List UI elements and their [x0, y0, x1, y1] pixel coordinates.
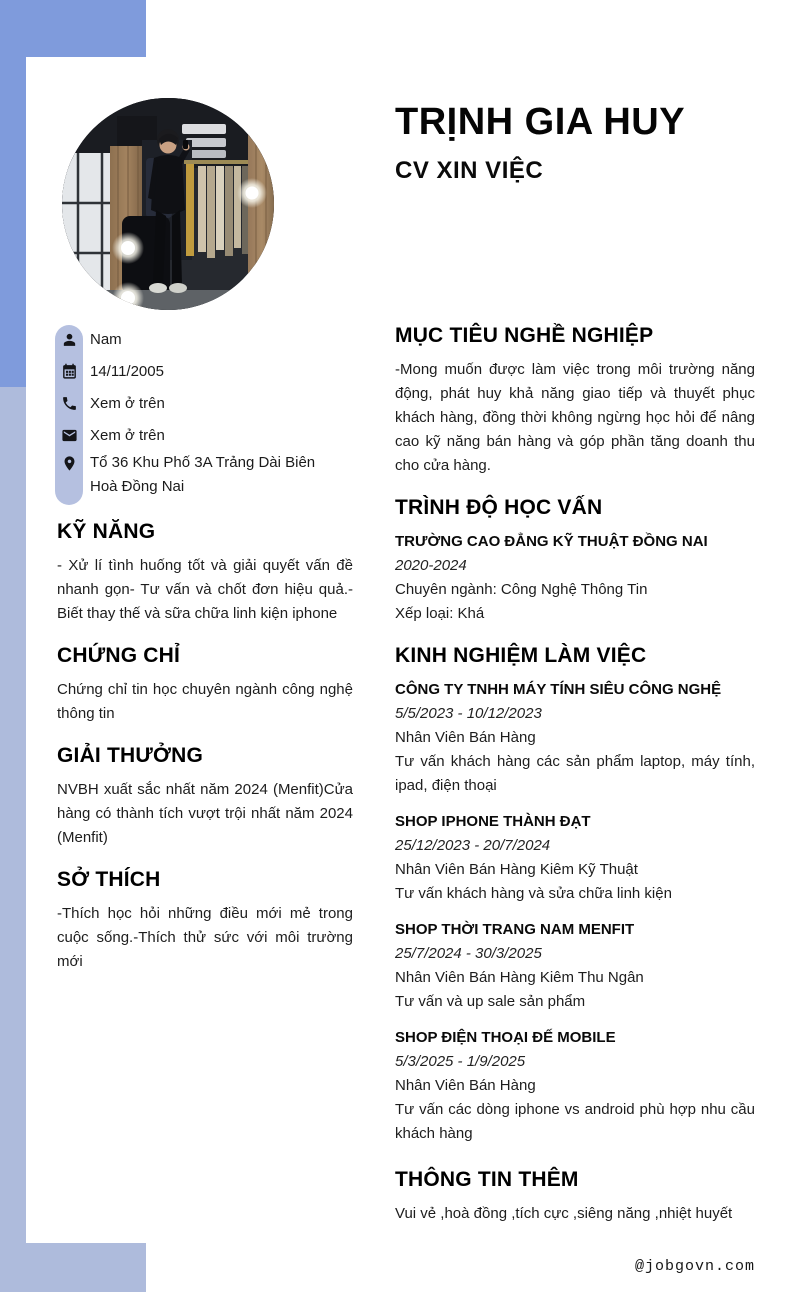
- job-period: 5/3/2025 - 1/9/2025: [395, 1053, 526, 1070]
- job-role: Nhân Viên Bán Hàng: [395, 1077, 536, 1094]
- hobbies-text: -Thích học hỏi những điều mới mẻ trong cuộc sống.-Thích thử sức với môi trường mới: [57, 905, 353, 970]
- section-title-skills: KỸ NĂNG: [57, 520, 156, 543]
- watermark: @jobgovn.com: [634, 1258, 755, 1275]
- gender-value: Nam: [90, 330, 122, 348]
- education-period: 2020-2024: [395, 557, 467, 574]
- calendar-icon: [60, 362, 78, 380]
- section-title-hobbies: SỞ THÍCH: [57, 868, 161, 891]
- bottom-left-accent-block: [0, 1243, 146, 1292]
- education-major: Chuyên ngành: Công Nghệ Thông Tin: [395, 581, 648, 598]
- page-title: TRỊNH GIA HUY: [395, 101, 686, 143]
- objective-text: -Mong muốn được làm việc trong môi trường năng động, phát huy khả năng giao tiếp và thuyết phục khách hàng, đồng thời không ngừng học hỏi để nâng cao kỹ năng bán hàng và góp phần tăng doanh thu cho cửa hàng.: [395, 361, 755, 474]
- skills-text: - Xử lí tình huống tốt và giải quyết vấn đề nhanh gọn- Tư vấn và chốt đơn hiệu quả.- Biết thay thế và sữa chữa linh kiện iphone: [57, 557, 353, 622]
- profile-photo: [62, 98, 274, 310]
- location-icon: [60, 454, 78, 472]
- job-role: Nhân Viên Bán Hàng Kiêm Kỹ Thuật: [395, 861, 638, 878]
- certificates-text: Chứng chỉ tin học chuyên ngành công nghệ thông tin: [57, 681, 353, 722]
- job-role: Nhân Viên Bán Hàng: [395, 729, 536, 746]
- company-name: SHOP THỜI TRANG NAM MENFIT: [395, 921, 635, 938]
- left-column: [57, 518, 353, 974]
- cv-subtitle: CV XIN VIỆC: [395, 157, 544, 184]
- phone-icon: [60, 394, 78, 412]
- company-name: CÔNG TY TNHH MÁY TÍNH SIÊU CÔNG NGHỆ: [395, 681, 722, 698]
- education-entry: [395, 530, 755, 626]
- job-entry: [395, 1026, 755, 1146]
- job-period: 5/5/2023 - 10/12/2023: [395, 705, 542, 722]
- email-value: Xem ở trên: [90, 426, 165, 444]
- section-title-awards: GIẢI THƯỞNG: [57, 744, 204, 767]
- phone-value: Xem ở trên: [90, 394, 165, 412]
- right-column: [395, 322, 755, 1226]
- section-title-certificates: CHỨNG CHỈ: [57, 644, 181, 667]
- job-description: Tư vấn các dòng iphone vs android phù hợp nhu cầu khách hàng: [395, 1101, 755, 1142]
- section-title-objective: MỤC TIÊU NGHỀ NGHIỆP: [395, 324, 654, 347]
- job-role: Nhân Viên Bán Hàng Kiêm Thu Ngân: [395, 969, 644, 986]
- additional-text: Vui vẻ ,hoà đồng ,tích cực ,siêng năng ,nhiệt huyết: [395, 1205, 733, 1222]
- birthdate-value: 14/11/2005: [90, 362, 164, 380]
- job-entry: [395, 678, 755, 798]
- job-period: 25/12/2023 - 20/7/2024: [395, 837, 551, 854]
- person-icon: [60, 330, 78, 348]
- left-accent-bar-lower: [0, 387, 26, 1292]
- section-title-additional: THÔNG TIN THÊM: [395, 1168, 579, 1191]
- address-value: Tổ 36 Khu Phố 3A Trảng Dài Biên Hoà Đồng Nai: [90, 454, 316, 495]
- job-period: 25/7/2024 - 30/3/2025: [395, 945, 542, 962]
- awards-text: NVBH xuất sắc nhất năm 2024 (Menfit)Cửa hàng có thành tích vượt trội nhất năm 2024 (Menfit): [57, 781, 353, 846]
- header: [395, 101, 775, 185]
- job-entry: [395, 810, 755, 906]
- left-accent-bar-upper: [0, 0, 26, 387]
- company-name: SHOP ĐIỆN THOẠI ĐẾ MOBILE: [395, 1029, 616, 1046]
- company-name: SHOP IPHONE THÀNH ĐẠT: [395, 813, 591, 830]
- contact-icon-rail: [55, 325, 83, 505]
- job-entry: [395, 918, 755, 1014]
- email-icon: [60, 426, 78, 444]
- section-title-education: TRÌNH ĐỘ HỌC VẤN: [395, 496, 603, 519]
- section-title-experience: KINH NGHIỆM LÀM VIỆC: [395, 644, 647, 667]
- job-description: Tư vấn khách hàng và sửa chữa linh kiện: [395, 885, 672, 902]
- school-name: TRƯỜNG CAO ĐẲNG KỸ THUẬT ĐỒNG NAI: [395, 533, 708, 550]
- education-grade: Xếp loại: Khá: [395, 605, 485, 622]
- job-description: Tư vấn và up sale sản phẩm: [395, 993, 586, 1010]
- job-description: Tư vấn khách hàng các sản phẩm laptop, máy tính, ipad, điện thoại: [395, 753, 755, 794]
